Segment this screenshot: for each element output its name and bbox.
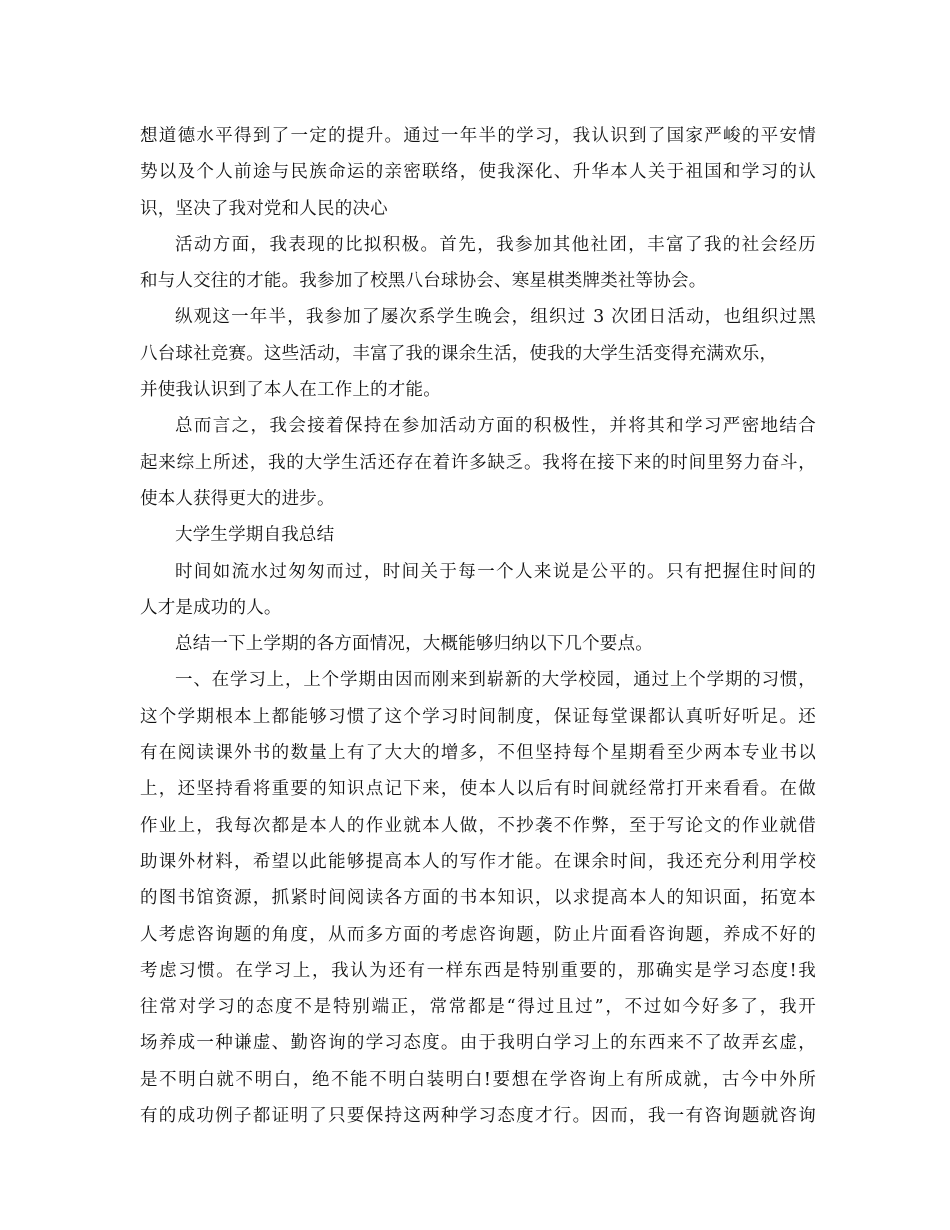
text-line: 有在阅读课外书的数量上有了大大的增多，不但坚持每个星期看至少两本专业书以 bbox=[140, 743, 816, 764]
text-line: 想道德水平得到了一定的提升。通过一年半的学习，我认识到了国家严峻的平安情 bbox=[140, 126, 816, 146]
document-body bbox=[140, 118, 816, 1134]
text-line: 的图书馆资源，抓紧时间阅读各方面的书本知识，以求提高本人的知识面，拓宽本 bbox=[140, 888, 816, 909]
text-line: 有的成功例子都证明了只要保持这两种学习态度才行。因而，我一有咨询题就咨询 bbox=[140, 1106, 816, 1127]
text-line: 考虑习惯。在学习上，我认为还有一样东西是特别重要的，那确实是学习态度!我 bbox=[140, 960, 816, 981]
text-line: 场养成一种谦虚、勤咨询的学习态度。由于我明白学习上的东西来不了故弄玄虚， bbox=[140, 1033, 816, 1054]
text-line: 上，还坚持看将重要的知识点记下来，使本人以后有时间就经常打开来看看。在做 bbox=[140, 779, 816, 800]
text-line: 活动方面，我表现的比拟积极。首先，我参加其他社团，丰富了我的社会经历 bbox=[175, 234, 816, 255]
text-line: 时间如流水过匆匆而过，时间关于每一个人来说是公平的。只有把握住时间的 bbox=[175, 561, 816, 582]
text-line: 并使我认识到了本人在工作上的才能。 bbox=[140, 380, 441, 401]
text-line: 人考虑咨询题的角度，从而多方面的考虑咨询题，防止片面看咨询题，养成不好的 bbox=[140, 924, 816, 945]
text-line: 和与人交往的才能。我参加了校黑八台球协会、寒星棋类牌类社等协会。 bbox=[140, 271, 707, 292]
text-line: 人才是成功的人。 bbox=[140, 597, 282, 618]
text-line: 八台球社竞赛。这些活动，丰富了我的课余生活，使我的大学生活变得充满欢乐， bbox=[140, 343, 778, 364]
text-line: 大学生学期自我总结 bbox=[175, 525, 335, 546]
text-line: 作业上，我每次都是本人的作业就本人做，不抄袭不作弊，至于写论文的作业就借 bbox=[140, 815, 816, 836]
text-line: 这个学期根本上都能够习惯了这个学习时间制度，保证每堂课都认真听好听足。还 bbox=[140, 706, 816, 727]
text-line: 助课外材料，希望以此能够提高本人的写作才能。在课余时间，我还充分利用学校 bbox=[140, 851, 816, 872]
text-line: 总结一下上学期的各方面情况，大概能够归纳以下几个要点。 bbox=[175, 634, 653, 655]
text-line: 起来综上所述，我的大学生活还存在着许多缺乏。我将在接下来的时间里努力奋斗， bbox=[140, 452, 816, 473]
text-line: 纵观这一年半，我参加了屡次系学生晚会，组织过 3 次团日活动，也组织过黑 bbox=[175, 307, 816, 328]
text-line: 一、在学习上，上个学期由因而刚来到崭新的大学校园，通过上个学期的习惯， bbox=[175, 670, 816, 691]
text-line: 是不明白就不明白，绝不能不明白装明白!要想在学咨询上有所成就，古今中外所 bbox=[140, 1069, 816, 1090]
text-line: 往常对学习的态度不是特别端正，常常都是“得过且过”，不过如今好多了，我开 bbox=[140, 997, 816, 1018]
text-line: 识，坚决了我对党和人民的决心 bbox=[140, 198, 388, 219]
text-line: 势以及个人前途与民族命运的亲密联络，使我深化、升华本人关于祖国和学习的认 bbox=[140, 162, 816, 183]
text-line: 使本人获得更大的进步。 bbox=[140, 488, 335, 509]
text-line: 总而言之，我会接着保持在参加活动方面的积极性，并将其和学习严密地结合 bbox=[175, 416, 816, 437]
